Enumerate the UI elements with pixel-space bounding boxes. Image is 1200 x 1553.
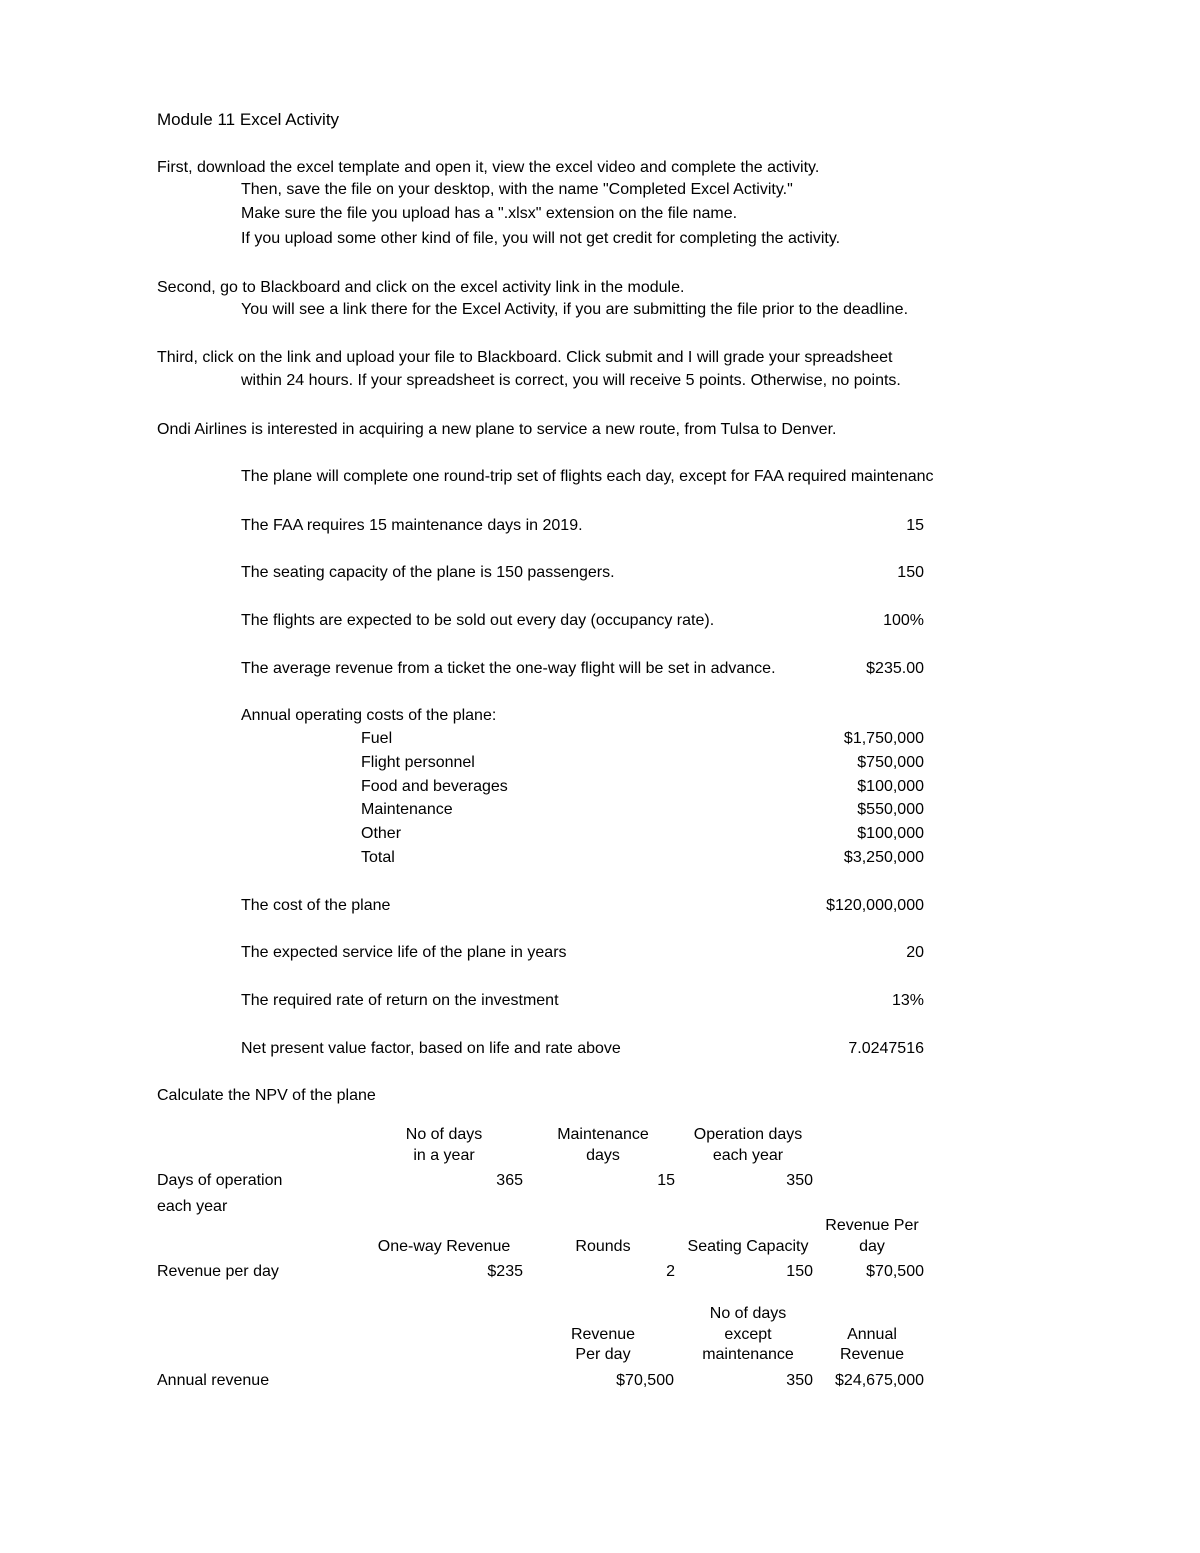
cost-value: $550,000 (857, 801, 924, 818)
annual-col-header: Per day (575, 1346, 631, 1363)
fact-label: The expected service life of the plane in years (241, 944, 567, 961)
days-col-header: each year (712, 1147, 784, 1164)
fact-label: The required rate of return on the investment (241, 992, 559, 1009)
fact-value: 150 (897, 564, 924, 581)
days-value: 15 (657, 1172, 675, 1189)
cost-label: Food and beverages (361, 778, 508, 795)
fact-value: 20 (906, 944, 924, 961)
fact-value: 13% (891, 992, 924, 1009)
days-row-label: each year (157, 1198, 228, 1215)
fact-label: Net present value factor, based on life and rate above (241, 1040, 621, 1057)
annual-value: $70,500 (616, 1372, 674, 1389)
costs-heading: Annual operating costs of the plane: (241, 707, 497, 724)
cost-total-label: Total (361, 849, 395, 866)
revenue-col-header: One-way Revenue (377, 1238, 511, 1255)
cost-value: $100,000 (857, 825, 924, 842)
fact-label: The cost of the plane (241, 897, 391, 914)
fact-label: The FAA requires 15 maintenance days in 2019. (241, 517, 583, 534)
fact-label: The seating capacity of the plane is 150 passengers. (241, 564, 615, 581)
annual-col-header: Annual (847, 1326, 897, 1343)
annual-col-header: Revenue (570, 1326, 636, 1343)
revenue-row-label: Revenue per day (157, 1263, 279, 1280)
cost-value: $100,000 (857, 778, 924, 795)
annual-col-header: maintenance (702, 1346, 794, 1363)
revenue-value: 2 (666, 1263, 675, 1280)
instruction-line: Make sure the file you upload has a ".xlsx" extension on the file name. (241, 205, 738, 222)
page-title: Module 11 Excel Activity (157, 110, 340, 129)
instruction-line: First, download the excel template and open it, view the excel video and complete the activity. (157, 159, 820, 176)
days-col-header: Operation days (693, 1126, 803, 1143)
cost-label: Flight personnel (361, 754, 475, 771)
cost-value: $750,000 (857, 754, 924, 771)
revenue-col-header: Seating Capacity (687, 1238, 809, 1255)
revenue-col-header: Rounds (575, 1238, 631, 1255)
cost-label: Maintenance (361, 801, 453, 818)
annual-col-header: except (724, 1326, 772, 1343)
revenue-col-header: Revenue Per (825, 1217, 919, 1234)
days-col-header: in a year (413, 1147, 475, 1164)
annual-value: $24,675,000 (835, 1372, 924, 1389)
days-row-label: Days of operation (157, 1172, 283, 1189)
cost-value: $1,750,000 (843, 730, 924, 747)
revenue-value: $70,500 (866, 1263, 924, 1280)
fact-value: $235.00 (866, 660, 924, 677)
annual-col-header: Revenue (839, 1346, 905, 1363)
days-value: 350 (786, 1172, 813, 1189)
fact-value: 100% (883, 612, 924, 629)
fact-label: The flights are expected to be sold out every day (occupancy rate). (241, 612, 715, 629)
npv-heading: Calculate the NPV of the plane (157, 1087, 376, 1104)
instruction-line: You will see a link there for the Excel Activity, if you are submitting the file prior to the deadline. (241, 301, 909, 318)
cost-total-value: $3,250,000 (843, 849, 924, 866)
days-col-header: days (586, 1147, 620, 1164)
instruction-line: within 24 hours. If your spreadsheet is correct, you will receive 5 points. Otherwise, no points. (241, 372, 901, 389)
fact-value: $120,000,000 (826, 897, 924, 914)
scenario-intro: Ondi Airlines is interested in acquiring a new plane to service a new route, from Tulsa to Denver. (157, 421, 837, 438)
revenue-value: $235 (487, 1263, 523, 1280)
cost-label: Fuel (361, 730, 393, 747)
cost-label: Other (361, 825, 402, 842)
days-value: 365 (496, 1172, 523, 1189)
fact-value: 15 (906, 517, 924, 534)
revenue-value: 150 (786, 1263, 813, 1280)
revenue-col-header: day (859, 1238, 885, 1255)
instruction-line: Then, save the file on your desktop, with the name "Completed Excel Activity." (241, 181, 793, 198)
annual-row-label: Annual revenue (157, 1372, 270, 1389)
instruction-line: Third, click on the link and upload your file to Blackboard. Click submit and I will grade your spreadsheet (157, 349, 893, 366)
annual-value: 350 (786, 1372, 813, 1389)
plane-schedule-note: The plane will complete one round-trip set of flights each day, except for FAA required maintenanc (241, 469, 934, 485)
fact-label: The average revenue from a ticket the one-way flight will be set in advance. (241, 660, 776, 677)
instruction-line: Second, go to Blackboard and click on the excel activity link in the module. (157, 279, 685, 296)
instruction-line: If you upload some other kind of file, you will not get credit for completing the activity. (241, 230, 841, 247)
annual-col-header: No of days (709, 1305, 787, 1322)
fact-value: 7.0247516 (848, 1040, 924, 1057)
days-col-header: No of days (405, 1126, 483, 1143)
days-col-header: Maintenance (557, 1126, 649, 1143)
